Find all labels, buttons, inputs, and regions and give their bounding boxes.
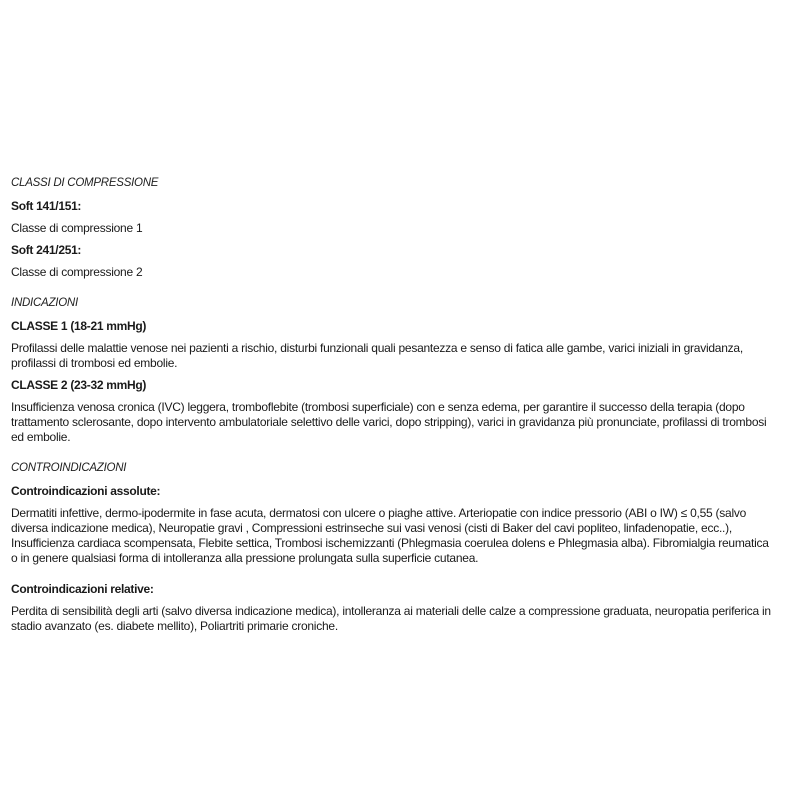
class-1-label: CLASSE 1 (18-21 mmHg) (11, 319, 147, 333)
section-indications (11, 296, 778, 445)
soft-241-251-label: Soft 241/251: (11, 243, 82, 257)
section-compression-classes (11, 176, 778, 280)
soft-241-251-text: Classe di compressione 2 (11, 265, 143, 279)
relative-contraindications-text: Perdita di sensibilità degli arti (salvo diversa indicazione medica), intolleranza ai materiali delle calze a compressione graduata, neuropatia periferica in stadio avanzato (es. diabete mellito), Poliartriti primarie croniche. (11, 604, 771, 633)
soft-141-151-text: Classe di compressione 1 (11, 221, 143, 235)
soft-141-151-label: Soft 141/151: (11, 199, 82, 213)
class-1-indications-text: Profilassi delle malattie venose nei pazienti a rischio, disturbi funzionali quali pesantezza e senso di fatica alle gambe, varici iniziali in gravidanza, profilassi di trombosi ed embolie. (11, 341, 743, 370)
class-2-label: CLASSE 2 (23-32 mmHg) (11, 378, 147, 392)
description-content (11, 160, 778, 641)
absolute-contraindications-text: Dermatiti infettive, dermo-ipodermite in fase acuta, dermatosi con ulcere o piaghe attive. Arteriopatie con indice pressorio (ABI o IW) ≤ 0,55 (salvo diversa indicazione medica), Neuropatie gravi , Compressioni estrinseche sui vasi venosi (cisti di Baker del cavi popliteo, linfadenopatie, ecc..), Insufficienza cardiaca scompensata, Flebite settica, Trombosi ischemizzanti (Phlegmasia coerulea dolens e Phlegmasia alba). Fibromialgia reumatica o in genere qualsiasi forma di intolleranza alla pressione prolungata sulla superficie cutanea. (11, 506, 769, 565)
class-2-indications-text: Insufficienza venosa cronica (IVC) leggera, tromboflebite (trombosi superficiale) con e senza edema, per garantire il successo della terapia (dopo trattamento sclerosante, dopo intervento ambulatoriale selettivo delle varici, dopo stripping), varici in gravidanza più pronunciate, profilassi di trombosi ed embolie. (11, 400, 767, 444)
relative-contraindications-label: Controindicazioni relative: (11, 582, 154, 596)
absolute-contraindications-label: Controindicazioni assolute: (11, 484, 161, 498)
section-contraindications (11, 461, 778, 634)
contraindications-heading: CONTROINDICAZIONI (11, 462, 127, 474)
indications-heading: INDICAZIONI (11, 297, 78, 309)
compression-classes-heading: CLASSI DI COMPRESSIONE (11, 177, 159, 189)
